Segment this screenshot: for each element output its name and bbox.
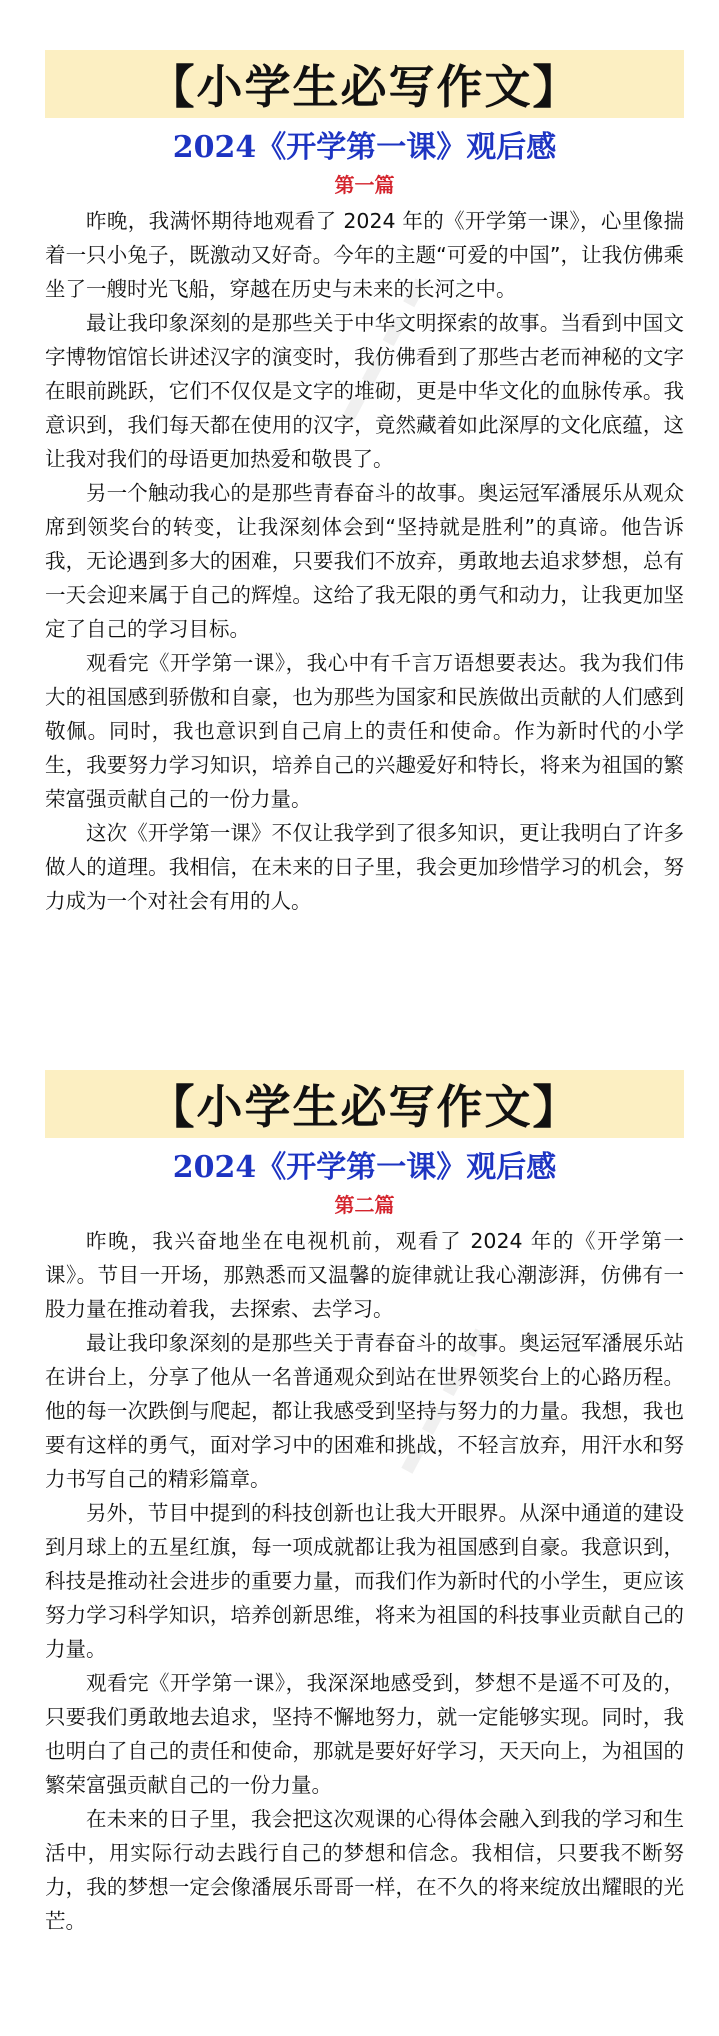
paragraph: 最让我印象深刻的是那些关于青春奋斗的故事。奥运冠军潘展乐站在讲台上，分享了他从一名普通观众到站在世界领奖台上的心路历程。他的每一次跌倒与爬起，都让我感受到坚持与努力的力量。我想，我也要有这样的勇气，面对学习中的困难和挑战，不轻言放弃，用汗水和努力书写自己的精彩篇章。 <box>45 1331 684 1491</box>
essay-section <box>45 50 684 918</box>
chapter-label: 第二篇 <box>334 1193 395 1217</box>
paragraph: 这次《开学第一课》不仅让我学到了很多知识，更让我明白了许多做人的道理。我相信，在未来的日子里，我会更加珍惜学习的机会，努力成为一个对社会有用的人。 <box>45 821 684 913</box>
essay-title: 2024《开学第一课》观后感 <box>172 1150 557 1185</box>
paragraph: 观看完《开学第一课》，我心中有千言万语想要表达。我为我们伟大的祖国感到骄傲和自豪，也为那些为国家和民族做出贡献的人们感到敬佩。同时，我也意识到自己肩上的责任和使命。作为新时代的小学生，我要努力学习知识，培养自己的兴趣爱好和特长，将来为祖国的繁荣富强贡献自己的一份力量。 <box>45 651 684 811</box>
paragraph: 最让我印象深刻的是那些关于中华文明探索的故事。当看到中国文字博物馆馆长讲述汉字的演变时，我仿佛看到了那些古老而神秘的文字在眼前跳跃，它们不仅仅是文字的堆砌，更是中华文化的血脉传承。我意识到，我们每天都在使用的汉字，竟然藏着如此深厚的文化底蕴，这让我对我们的母语更加热爱和敬畏了。 <box>45 311 684 471</box>
essay-title: 2024《开学第一课》观后感 <box>172 130 557 165</box>
paragraph: 另外，节目中提到的科技创新也让我大开眼界。从深中通道的建设到月球上的五星红旗，每一项成就都让我为祖国感到自豪。我意识到，科技是推动社会进步的重要力量，而我们作为新时代的小学生，更应该努力学习科学知识，培养创新思维，将来为祖国的科技事业贡献自己的力量。 <box>45 1501 684 1661</box>
essay-section <box>45 1070 684 1938</box>
essay-banner: 【小学生必写作文】 <box>45 1070 684 1138</box>
essay-body <box>45 1224 684 1938</box>
paragraph: 昨晚，我兴奋地坐在电视机前，观看了 2024 年的《开学第一课》。节目一开场，那熟悉而又温馨的旋律就让我心潮澎湃，仿佛有一股力量在推动着我，去探索、去学习。 <box>45 1229 684 1321</box>
paragraph: 另一个触动我心的是那些青春奋斗的故事。奥运冠军潘展乐从观众席到领奖台的转变，让我深刻体会到“坚持就是胜利”的真谛。他告诉我，无论遇到多大的困难，只要我们不放弃，勇敢地去追求梦想，总有一天会迎来属于自己的辉煌。这给了我无限的勇气和动力，让我更加坚定了自己的学习目标。 <box>45 481 684 641</box>
chapter-label: 第一篇 <box>334 173 395 197</box>
essay-body <box>45 204 684 918</box>
paragraph: 昨晚，我满怀期待地观看了 2024 年的《开学第一课》，心里像揣着一只小兔子，既激动又好奇。今年的主题“可爱的中国”，让我仿佛乘坐了一艘时光飞船，穿越在历史与未来的长河之中。 <box>45 209 684 301</box>
watermark: ▬ ▬ ▬ ▬ <box>385 1318 499 1482</box>
watermark: ▬ ▬ ▬ ▬ <box>325 268 439 432</box>
paragraph: 观看完《开学第一课》，我深深地感受到，梦想不是遥不可及的，只要我们勇敢地去追求，坚持不懈地努力，就一定能够实现。同时，我也明白了自己的责任和使命，那就是要好好学习，天天向上，为祖国的繁荣富强贡献自己的一份力量。 <box>45 1671 684 1797</box>
essay-banner: 【小学生必写作文】 <box>45 50 684 118</box>
paragraph: 在未来的日子里，我会把这次观课的心得体会融入到我的学习和生活中，用实际行动去践行自己的梦想和信念。我相信，只要我不断努力，我的梦想一定会像潘展乐哥哥一样，在不久的将来绽放出耀眼的光芒。 <box>45 1807 684 1933</box>
